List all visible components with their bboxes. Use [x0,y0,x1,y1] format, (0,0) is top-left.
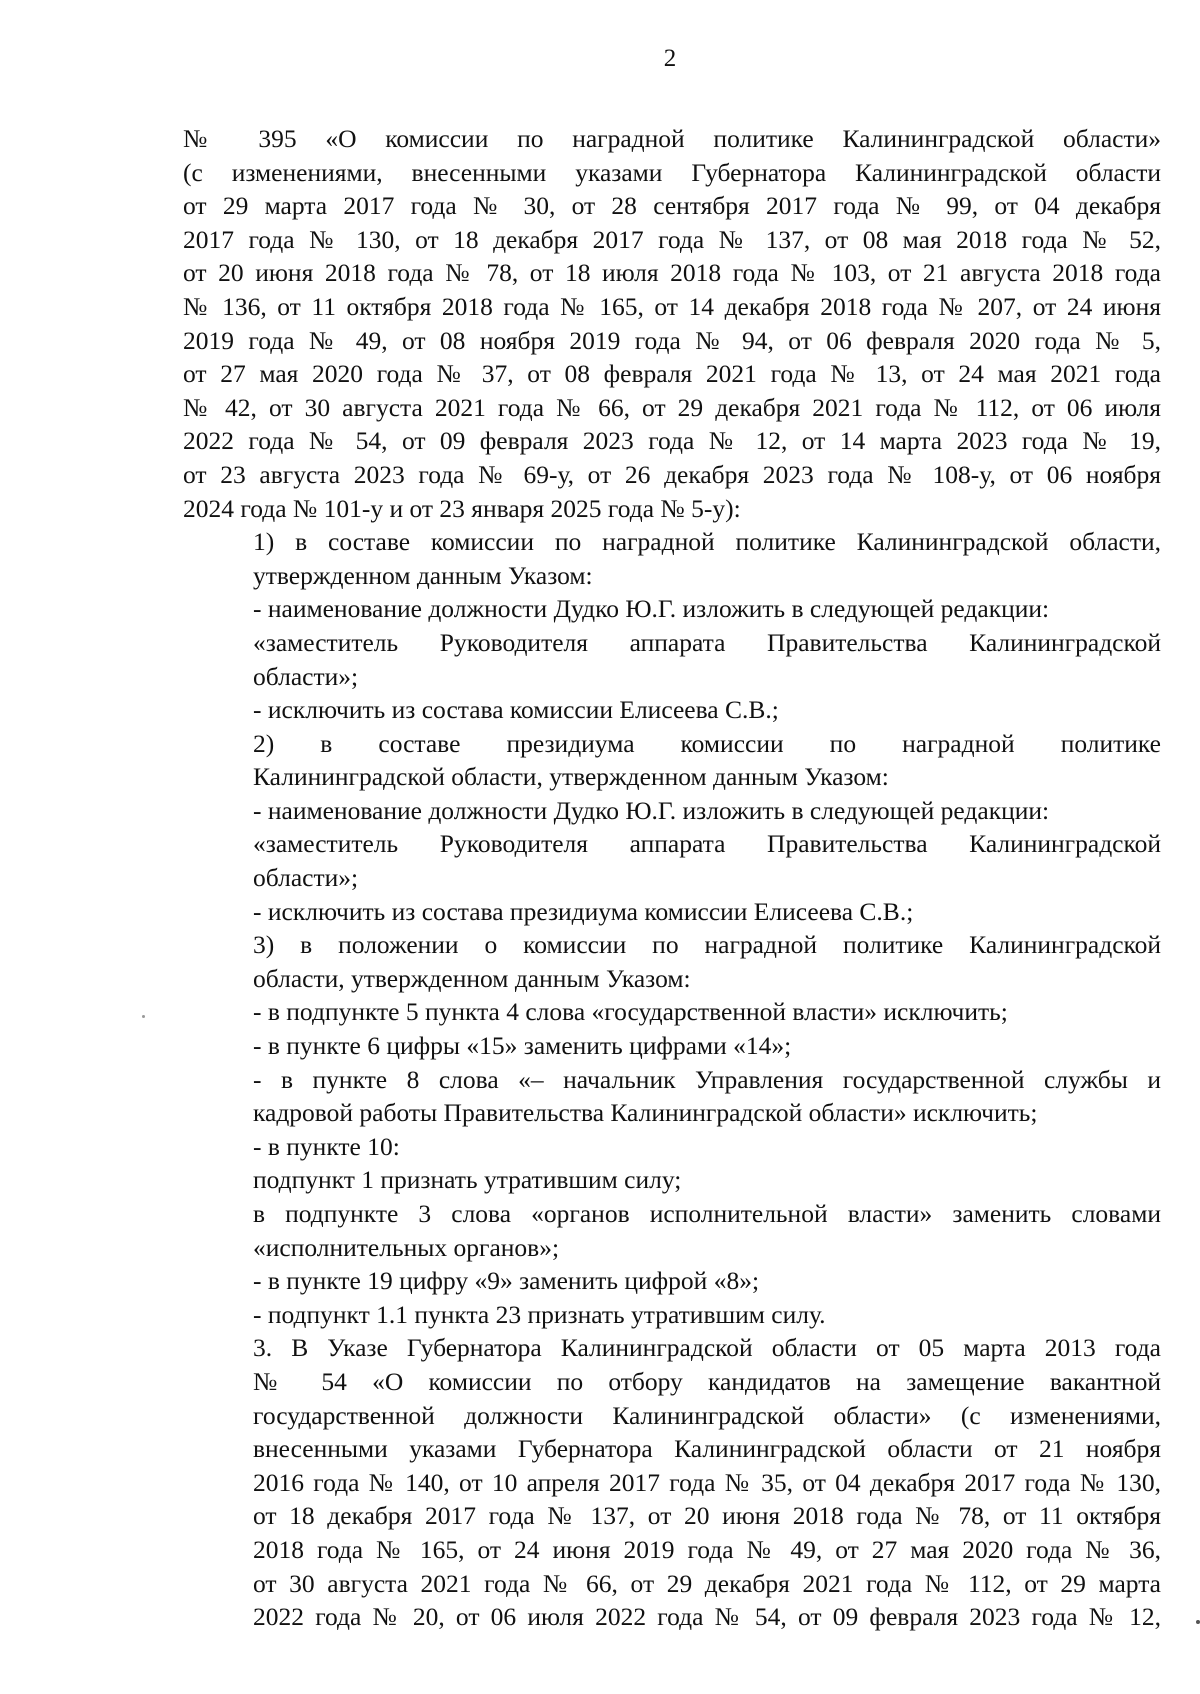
text-line: государственной должности Калининградской области» (с изменениями, [253,1400,1161,1430]
text-line: области»; [253,863,359,893]
text-line: - в пункте 19 цифру «9» заменить цифрой «8»; [253,1266,760,1296]
text-line: «заместитель Руководителя аппарата Правительства Калининградской [253,627,1161,657]
text-line: от 18 декабря 2017 года № 137, от 20 июня 2018 года № 78, от 11 октября [253,1501,1161,1531]
text-line: - наименование должности Дудко Ю.Г. изложить в следующей редакции: [253,795,1050,825]
text-line: от 23 августа 2023 года № 69-у, от 26 декабря 2023 года № 108-у, от 06 ноября [183,459,1161,489]
text-line: - в пункте 6 цифры «15» заменить цифрами «14»; [253,1031,792,1061]
paragraph [183,827,1161,894]
paragraph [183,525,1161,592]
text-line: «заместитель Руководителя аппарата Правительства Калининградской [253,829,1161,859]
scan-speck [1196,1620,1200,1624]
text-line: от 30 августа 2021 года № 66, от 29 декабря 2021 года № 112, от 29 марта [253,1568,1161,1598]
paragraph [183,995,1161,1029]
paragraph [183,928,1161,995]
text-line: подпункт 1 признать утратившим силу; [253,1165,682,1195]
paragraph [183,693,1161,727]
text-line: 2018 года № 165, от 24 июня 2019 года № 49, от 27 мая 2020 года № 36, [253,1534,1161,1564]
text-line: (с изменениями, внесенными указами Губернатора Калининградской области [183,157,1161,187]
text-line: 2) в составе президиума комиссии по наградной политике [253,728,1161,758]
paragraph [183,1264,1161,1298]
paragraph [183,1029,1161,1063]
text-line: 2016 года № 140, от 10 апреля 2017 года № 35, от 04 декабря 2017 года № 130, [253,1467,1161,1497]
text-line: от 29 марта 2017 года № 30, от 28 сентября 2017 года № 99, от 04 декабря [183,191,1161,221]
text-line: области, утвержденном данным Указом: [253,963,691,993]
text-line: - исключить из состава комиссии Елисеева С.В.; [253,695,779,725]
text-line: 2019 года № 49, от 08 ноября 2019 года № 94, от 06 февраля 2020 года № 5, [183,325,1161,355]
text-line: 3. В Указе Губернатора Калининградской области от 05 марта 2013 года [253,1333,1161,1363]
text-line: «исполнительных органов»; [253,1232,560,1262]
text-line: кадровой работы Правительства Калининградской области» исключить; [253,1098,1038,1128]
text-line: 3) в положении о комиссии по наградной политике Калининградской [253,930,1161,960]
text-line: № 136, от 11 октября 2018 года № 165, от 14 декабря 2018 года № 207, от 24 июня [183,291,1161,321]
paragraph [183,626,1161,693]
document-body [183,122,1161,1634]
paragraph [183,727,1161,794]
scan-speck [142,1015,145,1018]
paragraph [183,1063,1161,1130]
text-line: 2017 года № 130, от 18 декабря 2017 года № 137, от 08 мая 2018 года № 52, [183,224,1161,254]
text-line: - в подпункте 5 пункта 4 слова «государственной власти» исключить; [253,997,1008,1027]
paragraph [183,1163,1161,1197]
text-line: Калининградской области, утвержденном данным Указом: [253,762,889,792]
paragraph [183,1130,1161,1164]
text-line: 2022 года № 20, от 06 июля 2022 года № 54, от 09 февраля 2023 года № 12, [253,1602,1161,1632]
text-line: от 20 июня 2018 года № 78, от 18 июля 2018 года № 103, от 21 августа 2018 года [183,258,1161,288]
text-line: в подпункте 3 слова «органов исполнительной власти» заменить словами [253,1199,1161,1228]
text-line: 2022 года № 54, от 09 февраля 2023 года № 12, от 14 марта 2023 года № 19, [183,426,1161,456]
text-line: 2024 года № 101-у и от 23 января 2025 года № 5-у): [183,493,741,523]
paragraph [183,1331,1161,1633]
text-line: № 54 «О комиссии по отбору кандидатов на замещение вакантной [253,1366,1161,1396]
text-line: - исключить из состава президиума комиссии Елисеева С.В.; [253,896,914,926]
paragraph [183,1298,1161,1332]
text-line: - в пункте 8 слова «– начальник Управления государственной службы и [253,1064,1161,1094]
paragraph [183,895,1161,929]
text-line: утвержденном данным Указом: [253,560,593,590]
page-number: 2 [663,45,677,72]
text-line: от 27 мая 2020 года № 37, от 08 февраля 2021 года № 13, от 24 мая 2021 года [183,359,1161,389]
paragraph [183,794,1161,828]
paragraph [183,592,1161,626]
text-line: области»; [253,661,359,691]
paragraph [183,122,1161,525]
text-line: внесенными указами Губернатора Калининградской области от 21 ноября [253,1434,1161,1464]
text-line: № 42, от 30 августа 2021 года № 66, от 29 декабря 2021 года № 112, от 06 июля [183,392,1161,422]
text-line: - в пункте 10: [253,1131,400,1161]
text-line: № 395 «О комиссии по наградной политике Калининградской области» [183,124,1161,153]
text-line: - наименование должности Дудко Ю.Г. изложить в следующей редакции: [253,594,1050,624]
text-line: 1) в составе комиссии по наградной политике Калининградской области, [253,527,1161,557]
text-line: - подпункт 1.1 пункта 23 признать утратившим силу. [253,1299,826,1329]
paragraph [183,1197,1161,1264]
